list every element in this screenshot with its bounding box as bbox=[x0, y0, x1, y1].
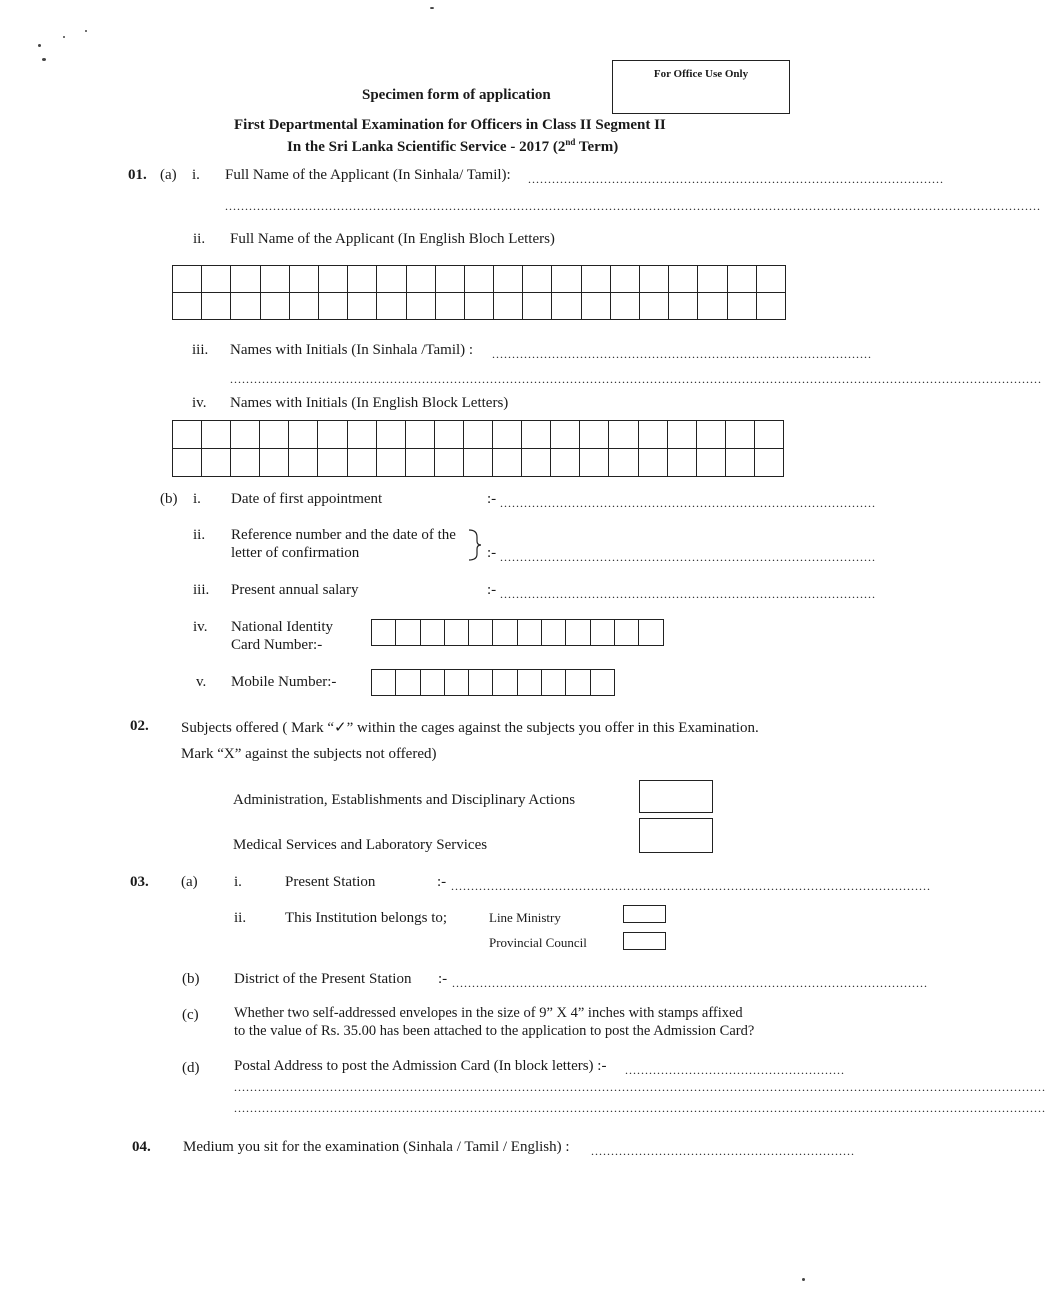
institution-label: This Institution belongs to; bbox=[285, 910, 448, 926]
office-use-label: For Office Use Only bbox=[653, 68, 749, 80]
character-box[interactable] bbox=[173, 449, 202, 477]
q04-number: 04. bbox=[132, 1139, 151, 1155]
character-box[interactable] bbox=[639, 620, 663, 646]
character-box[interactable] bbox=[406, 421, 435, 449]
character-box[interactable] bbox=[464, 449, 493, 477]
q01-b-ii-num: ii. bbox=[193, 527, 206, 543]
character-box[interactable] bbox=[318, 421, 347, 449]
full-name-english-grid[interactable] bbox=[172, 265, 786, 320]
character-box[interactable] bbox=[348, 293, 377, 320]
q01-a-ii-num: ii. bbox=[193, 231, 206, 247]
full-name-sinhala-label: Full Name of the Applicant (In Sinhala/ Tamil): bbox=[225, 167, 511, 183]
q01-a-iv-num: iv. bbox=[192, 395, 207, 411]
q03-b-label: (b) bbox=[182, 971, 200, 987]
first-appointment-field[interactable]: .............................................................................................. bbox=[500, 496, 876, 510]
q01-b-v-num: v. bbox=[196, 674, 207, 690]
nic-grid[interactable] bbox=[371, 619, 664, 646]
scan-speck bbox=[63, 36, 65, 38]
character-box[interactable] bbox=[591, 620, 615, 646]
character-box[interactable] bbox=[407, 293, 436, 320]
character-box[interactable] bbox=[698, 266, 727, 293]
medium-field[interactable]: .................................................................. bbox=[591, 1144, 855, 1158]
confirmation-field[interactable]: .............................................................................................. bbox=[500, 550, 876, 564]
scan-speck bbox=[42, 58, 46, 61]
initials-english-grid[interactable] bbox=[172, 420, 784, 477]
character-box[interactable] bbox=[726, 449, 755, 477]
q01-b-label: (b) bbox=[160, 491, 178, 507]
confirmation-label-line2: letter of confirmation bbox=[231, 545, 360, 561]
character-box[interactable] bbox=[469, 670, 493, 696]
q03-a-i-num: i. bbox=[234, 874, 242, 890]
character-box[interactable] bbox=[726, 421, 755, 449]
subject-medical-label: Medical Services and Laboratory Services bbox=[233, 837, 488, 853]
character-box[interactable] bbox=[260, 449, 289, 477]
character-box[interactable] bbox=[290, 293, 319, 320]
character-box[interactable] bbox=[668, 421, 697, 449]
character-box[interactable] bbox=[668, 449, 697, 477]
character-box[interactable] bbox=[231, 293, 260, 320]
character-box[interactable] bbox=[697, 449, 726, 477]
nic-label-line1: National Identity bbox=[231, 619, 334, 635]
q01-number: 01. bbox=[128, 167, 147, 183]
scan-speck bbox=[430, 7, 434, 9]
annual-salary-label: Present annual salary bbox=[231, 582, 359, 598]
subject-administration-checkbox[interactable] bbox=[639, 780, 713, 813]
character-box[interactable] bbox=[518, 670, 542, 696]
q03-a-ii-num: ii. bbox=[234, 910, 247, 926]
character-box[interactable] bbox=[698, 293, 727, 320]
character-box[interactable] bbox=[202, 449, 231, 477]
character-box[interactable] bbox=[396, 620, 420, 646]
district-label: District of the Present Station bbox=[234, 971, 412, 987]
character-box[interactable] bbox=[518, 620, 542, 646]
character-box[interactable] bbox=[318, 449, 347, 477]
character-box[interactable] bbox=[348, 449, 377, 477]
subjects-instruction-line2: Mark “X” against the subjects not offered) bbox=[181, 746, 437, 762]
character-box[interactable] bbox=[407, 266, 436, 293]
subject-medical-checkbox[interactable] bbox=[639, 818, 713, 853]
character-box[interactable] bbox=[669, 293, 698, 320]
character-box[interactable] bbox=[591, 670, 615, 696]
confirmation-label-line1: Reference number and the date of the bbox=[231, 527, 456, 543]
character-box[interactable] bbox=[640, 266, 669, 293]
character-box[interactable] bbox=[542, 670, 566, 696]
q03-a-label: (a) bbox=[181, 874, 198, 890]
annual-salary-field[interactable]: .............................................................................................. bbox=[500, 587, 876, 601]
q01-a-label: (a) bbox=[160, 167, 177, 183]
q01-a-iii-num: iii. bbox=[192, 342, 209, 358]
character-box[interactable] bbox=[396, 670, 420, 696]
character-box[interactable] bbox=[609, 421, 638, 449]
character-box[interactable] bbox=[289, 421, 318, 449]
character-box[interactable] bbox=[231, 421, 260, 449]
line-ministry-checkbox[interactable] bbox=[623, 905, 666, 923]
character-box[interactable] bbox=[493, 449, 522, 477]
provincial-council-label: Provincial Council bbox=[489, 935, 587, 950]
character-box[interactable] bbox=[202, 293, 231, 320]
q01-b-i-num: i. bbox=[193, 491, 201, 507]
office-use-box bbox=[612, 60, 790, 114]
character-box[interactable] bbox=[319, 266, 348, 293]
character-box[interactable] bbox=[445, 620, 469, 646]
q03-c-label: (c) bbox=[182, 1007, 199, 1023]
character-box[interactable] bbox=[319, 293, 348, 320]
envelopes-question-line1: Whether two self-addressed envelopes in the size of 9” X 4” inches with stamps affixed bbox=[234, 1005, 743, 1021]
character-box[interactable] bbox=[755, 421, 784, 449]
character-box[interactable] bbox=[582, 266, 611, 293]
character-box[interactable] bbox=[377, 449, 406, 477]
character-box[interactable] bbox=[436, 266, 465, 293]
character-box[interactable] bbox=[421, 620, 445, 646]
character-box[interactable] bbox=[552, 266, 581, 293]
character-box[interactable] bbox=[436, 293, 465, 320]
initials-sinhala-label: Names with Initials (In Sinhala /Tamil) : bbox=[230, 342, 474, 358]
character-box[interactable] bbox=[611, 293, 640, 320]
character-box[interactable] bbox=[566, 670, 590, 696]
postal-address-field-line3[interactable]: ........................................................................................................................................................................................................... bbox=[234, 1101, 1046, 1115]
character-box[interactable] bbox=[464, 421, 493, 449]
character-box[interactable] bbox=[494, 266, 523, 293]
character-box[interactable] bbox=[640, 293, 669, 320]
character-box[interactable] bbox=[348, 266, 377, 293]
subjects-instruction-line1: Subjects offered ( Mark “✓” within the cages against the subjects you offer in this Examination. bbox=[181, 720, 759, 736]
character-box[interactable] bbox=[493, 620, 517, 646]
envelopes-question-line2: to the value of Rs. 35.00 has been attached to the application to post the Admission Card? bbox=[234, 1023, 755, 1039]
character-box[interactable] bbox=[728, 293, 757, 320]
character-box[interactable] bbox=[231, 449, 260, 477]
line-ministry-label: Line Ministry bbox=[489, 910, 561, 925]
character-box[interactable] bbox=[728, 266, 757, 293]
character-box[interactable] bbox=[522, 449, 551, 477]
character-box[interactable] bbox=[372, 620, 396, 646]
character-box[interactable] bbox=[372, 670, 396, 696]
postal-address-label: Postal Address to post the Admission Card (In block letters) :- bbox=[234, 1058, 607, 1074]
character-box[interactable] bbox=[493, 421, 522, 449]
exam-subtitle: In the Sri Lanka Scientific Service - 2017 (2nd Term) bbox=[287, 137, 619, 155]
character-box[interactable] bbox=[493, 670, 517, 696]
q03-d-label: (d) bbox=[182, 1060, 200, 1076]
character-box[interactable] bbox=[580, 449, 609, 477]
character-box[interactable] bbox=[261, 293, 290, 320]
scan-speck bbox=[85, 30, 87, 32]
q01-a-i-num: i. bbox=[192, 167, 200, 183]
form-title: Specimen form of application bbox=[362, 87, 551, 103]
provincial-council-checkbox[interactable] bbox=[623, 932, 666, 950]
character-box[interactable] bbox=[580, 421, 609, 449]
present-station-label: Present Station bbox=[285, 874, 376, 890]
exam-title: First Departmental Examination for Officers in Class II Segment II bbox=[234, 117, 666, 133]
character-box[interactable] bbox=[202, 266, 231, 293]
character-box[interactable] bbox=[582, 293, 611, 320]
character-box[interactable] bbox=[377, 293, 406, 320]
character-box[interactable] bbox=[522, 421, 551, 449]
character-box[interactable] bbox=[173, 266, 202, 293]
character-box[interactable] bbox=[348, 421, 377, 449]
character-box[interactable] bbox=[377, 421, 406, 449]
character-box[interactable] bbox=[421, 670, 445, 696]
character-box[interactable] bbox=[465, 266, 494, 293]
present-station-field[interactable]: ........................................................................................................................ bbox=[451, 879, 931, 893]
character-box[interactable] bbox=[542, 620, 566, 646]
character-box[interactable] bbox=[406, 449, 435, 477]
nic-label-line2: Card Number:- bbox=[231, 637, 323, 653]
character-box[interactable] bbox=[523, 293, 552, 320]
first-appointment-label: Date of first appointment bbox=[231, 491, 383, 507]
character-box[interactable] bbox=[551, 449, 580, 477]
medium-label: Medium you sit for the examination (Sinhala / Tamil / English) : bbox=[183, 1139, 570, 1155]
character-box[interactable] bbox=[261, 266, 290, 293]
scan-speck bbox=[802, 1278, 805, 1281]
character-box[interactable] bbox=[639, 421, 668, 449]
full-name-sinhala-field[interactable]: ........................................................................................................ bbox=[528, 172, 944, 186]
character-box[interactable] bbox=[465, 293, 494, 320]
character-box[interactable] bbox=[755, 449, 784, 477]
full-name-sinhala-field-line2[interactable]: ............................................................................................................................................................................................................ bbox=[225, 199, 1041, 213]
character-box[interactable] bbox=[494, 293, 523, 320]
character-box[interactable] bbox=[757, 293, 786, 320]
character-box[interactable] bbox=[615, 620, 639, 646]
confirmation-sep: :- bbox=[487, 545, 497, 561]
subject-administration-label: Administration, Establishments and Disciplinary Actions bbox=[233, 792, 576, 808]
mobile-grid[interactable] bbox=[371, 669, 615, 696]
initials-sinhala-field-line2[interactable]: ........................................................................................................................................................................................................... bbox=[230, 372, 1042, 386]
first-appointment-sep: :- bbox=[487, 491, 497, 507]
character-box[interactable] bbox=[377, 266, 406, 293]
character-box[interactable] bbox=[231, 266, 260, 293]
present-station-sep: :- bbox=[437, 874, 447, 890]
district-sep: :- bbox=[438, 971, 448, 987]
scan-speck bbox=[38, 44, 41, 47]
character-box[interactable] bbox=[173, 421, 202, 449]
q01-b-iv-num: iv. bbox=[193, 619, 208, 635]
annual-salary-sep: :- bbox=[487, 582, 497, 598]
character-box[interactable] bbox=[523, 266, 552, 293]
character-box[interactable] bbox=[551, 421, 580, 449]
initials-english-label: Names with Initials (In English Block Letters) bbox=[230, 395, 509, 411]
character-box[interactable] bbox=[552, 293, 581, 320]
character-box[interactable] bbox=[469, 620, 493, 646]
character-box[interactable] bbox=[260, 421, 289, 449]
character-box[interactable] bbox=[639, 449, 668, 477]
character-box[interactable] bbox=[435, 421, 464, 449]
character-box[interactable] bbox=[173, 293, 202, 320]
postal-address-field-line2[interactable]: ........................................................................................................................................................................................................... bbox=[234, 1080, 1046, 1094]
character-box[interactable] bbox=[445, 670, 469, 696]
character-box[interactable] bbox=[611, 266, 640, 293]
character-box[interactable] bbox=[289, 449, 318, 477]
character-box[interactable] bbox=[566, 620, 590, 646]
character-box[interactable] bbox=[290, 266, 319, 293]
initials-sinhala-field[interactable]: ............................................................................................... bbox=[492, 347, 872, 361]
brace-icon bbox=[466, 527, 482, 563]
character-box[interactable] bbox=[435, 449, 464, 477]
district-field[interactable]: ....................................................................................................................... bbox=[452, 976, 928, 990]
postal-address-field[interactable]: ....................................................... bbox=[625, 1063, 845, 1077]
q02-number: 02. bbox=[130, 718, 149, 734]
character-box[interactable] bbox=[202, 421, 231, 449]
character-box[interactable] bbox=[669, 266, 698, 293]
mobile-label: Mobile Number:- bbox=[231, 674, 337, 690]
character-box[interactable] bbox=[609, 449, 638, 477]
q01-b-iii-num: iii. bbox=[193, 582, 210, 598]
full-name-english-label: Full Name of the Applicant (In English Bloch Letters) bbox=[230, 231, 555, 247]
character-box[interactable] bbox=[697, 421, 726, 449]
character-box[interactable] bbox=[757, 266, 786, 293]
q03-number: 03. bbox=[130, 874, 149, 890]
